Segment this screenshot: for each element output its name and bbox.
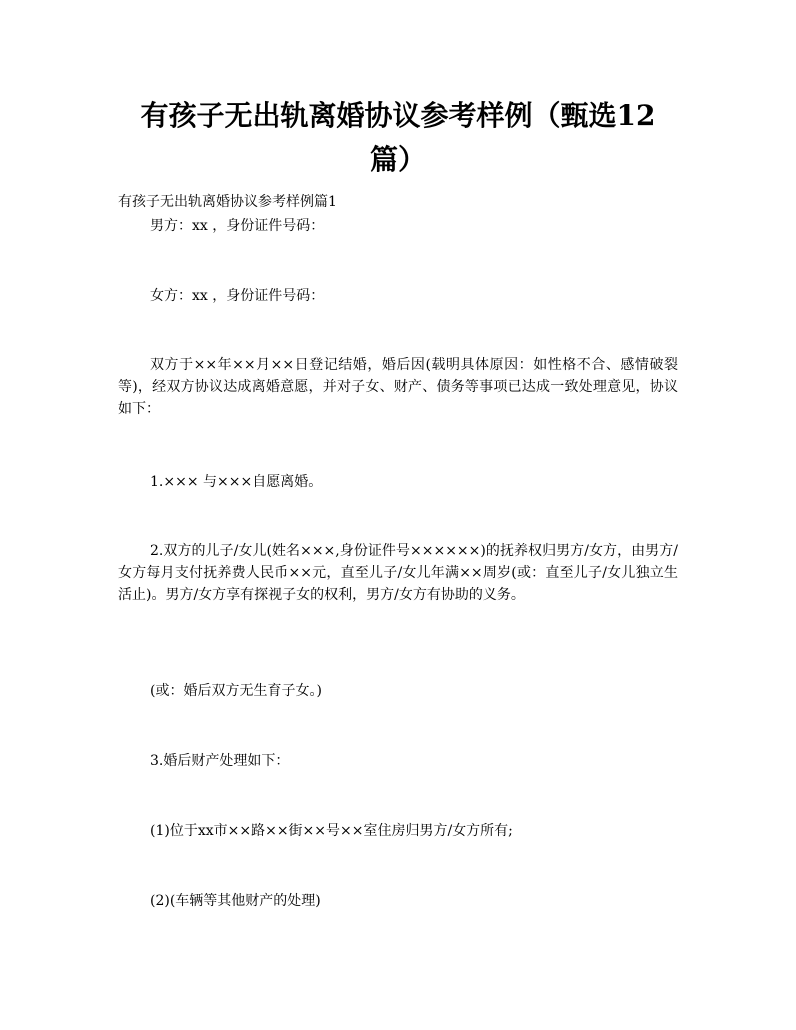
section-heading: 有孩子无出轨离婚协议参考样例篇1 [118,194,337,210]
clause-1: 1.××× 与×××自愿离婚。 [150,474,323,490]
intro-paragraph: 双方于××年××月××日登记结婚，婚后因(载明具体原因：如性格不合、感情破裂等)，经双方协议达成离婚意愿，并对子女、财产、债务等事项已达成一致处理意见，协议如下： [118,357,678,417]
clause-2: 2.双方的儿子/女儿(姓名×××,身份证件号××××××)的抚养权归男方/女方，由男方/女方每月支付抚养费人民币××元，直至儿子/女儿年满××周岁(或：直至儿子/女儿独立生活止)。男方/女方享有探视子女的权利，男方/女方有协助的义务。 [118,543,678,603]
male-party-line: 男方：xx ，身份证件号码： [150,218,325,234]
female-party-line: 女方：xx ，身份证件号码： [150,288,325,304]
clause-2-alternative: (或：婚后双方无生育子女。) [150,683,322,699]
clause-3-1: (1)位于xx市××路××街××号××室住房归男方/女方所有; [150,823,513,839]
document-title: 有孩子无出轨离婚协议参考样例（甄选12篇） [140,99,656,176]
clause-3: 3.婚后财产处理如下： [150,753,290,769]
clause-3-2: (2)(车辆等其他财产的处理) [150,893,321,909]
